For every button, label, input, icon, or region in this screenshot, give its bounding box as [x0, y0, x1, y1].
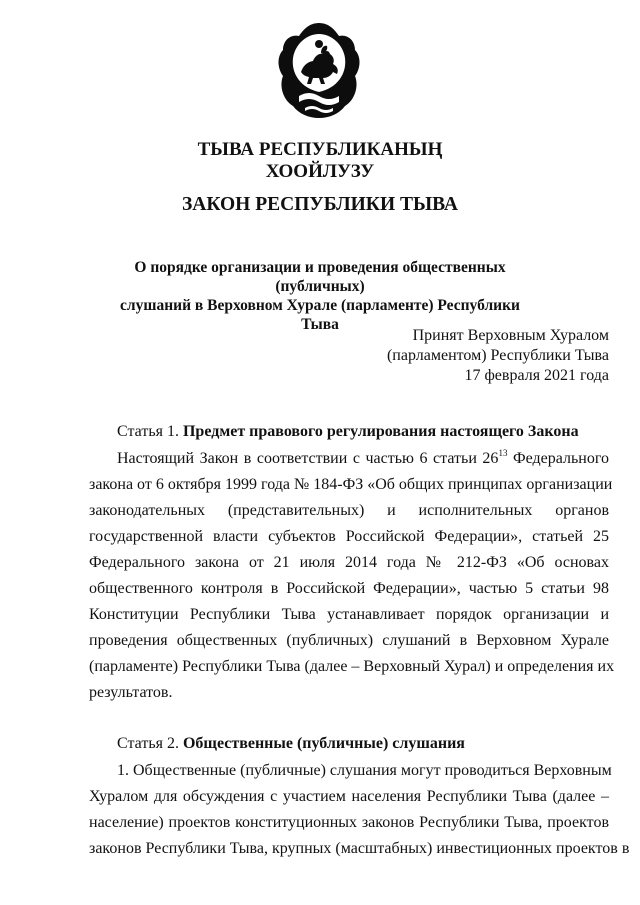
- article1-line: законодательных (представительных) и исполнительных органов: [89, 502, 609, 519]
- article1-line: (парламенте) Республики Тыва (далее – Верховный Хурал) и определения их: [89, 658, 615, 675]
- law-title: ЗАКОН РЕСПУБЛИКИ ТЫВА: [181, 194, 459, 215]
- article1-line: результатов.: [89, 684, 173, 701]
- article2-line: Хуралом для обсуждения с участием населения Республики Тыва (далее –: [89, 788, 609, 805]
- article2-line: 1. Общественные (публичные) слушания могут проводиться Верховным: [117, 762, 612, 779]
- adoption-date: 17 февраля 2021 года: [464, 367, 609, 384]
- parliament-name-line2: ХООЙЛУЗУ: [265, 161, 375, 182]
- article2-line: законов Республики Тыва, крупных (масштабных) инвестиционных проектов в: [89, 840, 630, 857]
- article1-line: проведения общественных (публичных) слушаний в Верховном Хурале: [89, 632, 609, 649]
- article1-line: [117, 449, 609, 469]
- article1-heading: [117, 422, 579, 442]
- adoption-note: [387, 326, 609, 386]
- article1-line1-text: Настоящий Закон в соответствии с частью 6 статьи 26: [117, 450, 499, 467]
- article1-line: общественного контроля в Российской Федерации», частью 5 статьи 98: [89, 580, 609, 597]
- parliament-name-line1: ТЫВА РЕСПУБЛИКАНЫҢ: [197, 139, 443, 160]
- article1-line: Федерального закона от 21 июля 2014 года № 212-ФЗ «Об основах: [89, 554, 609, 571]
- article1-title: Предмет правового регулирования настоящего Закона: [182, 423, 579, 440]
- adoption-line1: Принят Верховным Хуралом: [412, 327, 609, 344]
- tuva-emblem-icon: [275, 20, 363, 126]
- article1-prefix: Статья 1.: [117, 423, 183, 440]
- law-subject-line2: слушаний в Верховном Хурале (парламенте) Республики Тыва: [120, 297, 520, 333]
- article2-prefix: Статья 2.: [117, 735, 183, 752]
- article2-line: население) проектов конституционных законов Республики Тыва, проектов: [89, 814, 609, 831]
- article-superscript: 13: [498, 448, 508, 458]
- article1-line1-tail: Федерального: [512, 450, 610, 467]
- article1-line: Конституции Республики Тыва устанавливает порядок организации и: [89, 606, 609, 623]
- law-subject-line1: О порядке организации и проведения общественных (публичных): [134, 259, 506, 295]
- law-subject: [100, 258, 540, 334]
- article2-heading: [117, 734, 465, 754]
- article1-line: государственной власти субъектов Российской Федерации», статьей 25: [89, 528, 609, 545]
- article1-line: закона от 6 октября 1999 года № 184-ФЗ «Об общих принципах организации: [89, 476, 613, 493]
- adoption-line2: (парламентом) Республики Тыва: [386, 347, 609, 364]
- article2-title: Общественные (публичные) слушания: [182, 735, 465, 752]
